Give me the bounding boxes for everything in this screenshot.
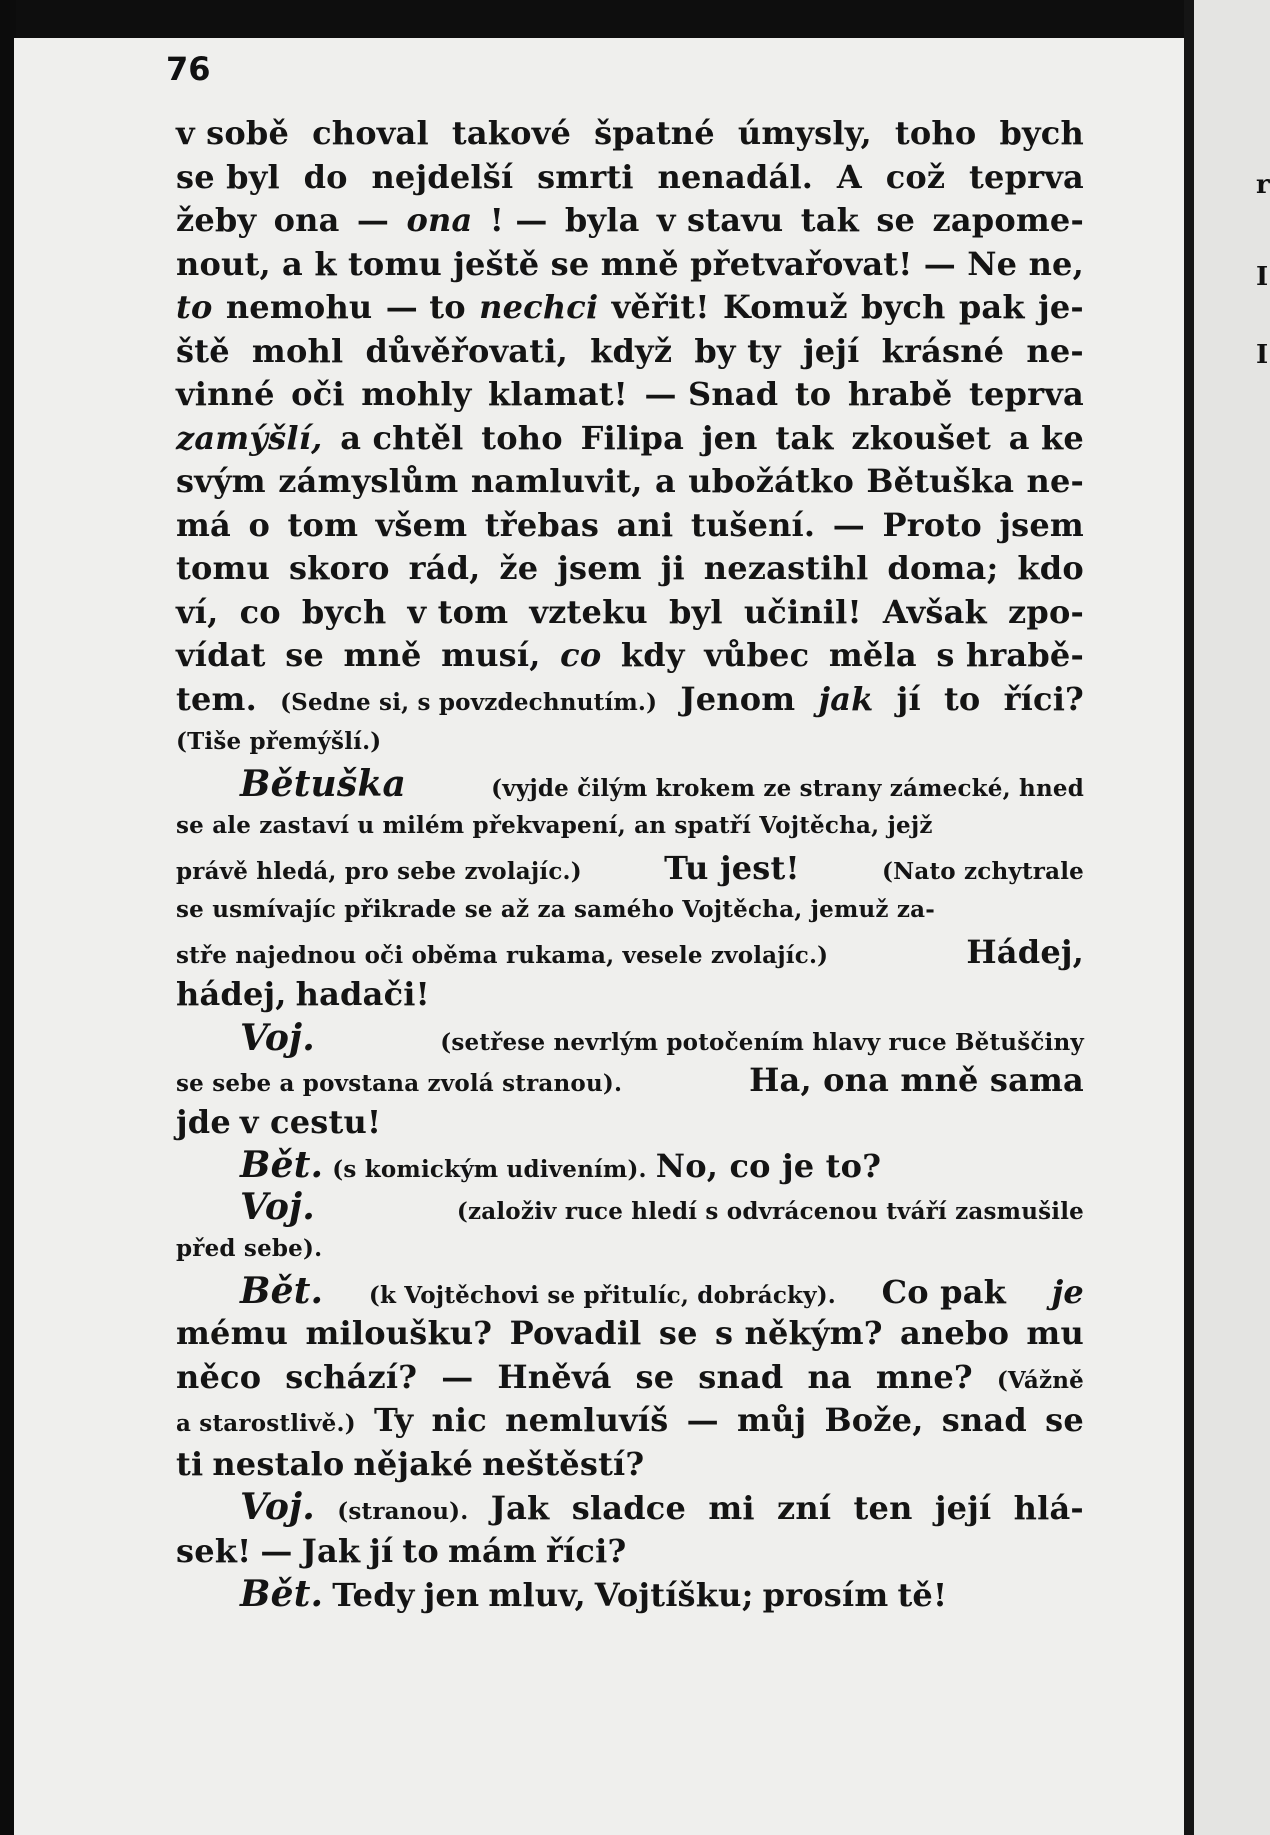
text-word: hrabě <box>847 375 953 413</box>
text-line <box>176 1530 1084 1574</box>
text-word: ani <box>616 505 674 544</box>
text-word: v sobě <box>176 114 290 152</box>
text-word: říci? <box>546 1531 627 1570</box>
next-page-glyph: I <box>1256 262 1269 292</box>
text-word: mně <box>343 636 422 674</box>
text-word: by ty <box>694 331 781 370</box>
text-word: učinil! <box>743 592 862 631</box>
text-word: a chtěl <box>340 418 464 457</box>
text-word: se <box>658 1314 698 1352</box>
text-line <box>176 1101 1084 1145</box>
text-word: (setřese nevrlým potočením hlavy ruce Bětuščiny <box>440 1028 1084 1056</box>
text-word: — <box>260 1531 293 1570</box>
text-word: mohl <box>251 331 344 370</box>
text-word: nic <box>431 1401 487 1439</box>
text-word: se <box>1045 1401 1084 1439</box>
text-line <box>176 286 1084 330</box>
text-word: a k <box>282 244 337 283</box>
text-word: v cestu! <box>239 1102 382 1141</box>
text-word: — <box>441 1357 474 1396</box>
text-word: Ha, ona mně sama <box>749 1060 1084 1099</box>
text-word: — <box>832 505 865 544</box>
text-word: smrti <box>537 157 634 196</box>
text-word: (vyjde čilým krokem ze strany zámecké, hned <box>491 775 1084 802</box>
text-word: důvěřovati, <box>365 331 568 370</box>
text-word: vinné <box>176 375 275 413</box>
text-word: zní <box>777 1489 832 1527</box>
text-line <box>176 330 1084 374</box>
text-word: se <box>285 636 324 674</box>
text-word: co <box>239 592 281 631</box>
text-word: mne? <box>875 1357 973 1396</box>
text-word: mi <box>708 1489 755 1527</box>
text-word: se byl <box>176 157 280 196</box>
text-word: ne- <box>1026 331 1084 370</box>
text-word: snad <box>941 1401 1027 1439</box>
text-word: zámyslům <box>278 462 459 500</box>
text-word: Vojtíšku; <box>594 1576 754 1614</box>
text-word: takové <box>451 114 572 152</box>
speaker-name: Voj. <box>240 1016 315 1059</box>
text-word: nějaké <box>353 1444 474 1483</box>
text-word: Tu jest! <box>664 849 800 887</box>
text-word: vzteku <box>529 592 648 631</box>
text-word: namluvit, <box>470 462 643 500</box>
text-word: svým <box>176 462 266 500</box>
text-line <box>176 1017 1084 1059</box>
text-word: (Nato zchytrale <box>882 858 1084 885</box>
text-word: ji <box>660 549 685 587</box>
text-word: v stavu <box>656 201 784 239</box>
text-word: — <box>686 1401 719 1439</box>
text-word: tomu <box>347 244 443 283</box>
text-word: což <box>885 157 946 196</box>
text-word: jí <box>896 679 921 718</box>
text-word: že <box>499 549 539 587</box>
text-word: sladce <box>571 1489 687 1527</box>
text-word: hádej, <box>176 975 287 1013</box>
text-line <box>176 547 1084 591</box>
text-word: Filipa <box>580 418 685 457</box>
scan-border-top <box>0 0 1270 42</box>
text-word: mám <box>447 1531 537 1570</box>
text-word: Hněvá <box>497 1357 612 1396</box>
text-word: bych <box>999 114 1084 152</box>
text-word: něco <box>176 1357 262 1396</box>
text-word: (Vážně <box>996 1366 1084 1394</box>
speaker-name: Bět. <box>240 1573 324 1615</box>
text-word: Ne ne, <box>967 244 1084 283</box>
text-word: nenadál. <box>657 157 814 196</box>
text-line <box>176 1356 1084 1400</box>
text-word: Komuž <box>722 288 848 326</box>
text-word: krásné <box>881 331 1005 370</box>
text-line <box>176 460 1084 504</box>
text-line <box>176 243 1084 287</box>
text-word: přetvařovat! <box>690 244 913 283</box>
text-line <box>176 199 1084 243</box>
text-word: to <box>794 375 832 413</box>
text-word: nestalo <box>212 1444 345 1483</box>
text-word: toho <box>481 418 563 457</box>
text-line <box>176 1059 1084 1101</box>
text-word: Proto <box>882 505 982 544</box>
text-word: tem. <box>176 679 257 718</box>
text-word: nejdelší <box>371 157 514 196</box>
text-word: (k Vojtěchovi se přitulíc, dobrácky). <box>368 1282 837 1309</box>
text-word: mému <box>176 1314 289 1352</box>
text-word: Bože, <box>824 1401 924 1439</box>
text-word: její <box>803 331 860 370</box>
text-word: vůbec <box>704 636 810 674</box>
text-word: nechci <box>479 288 599 326</box>
text-line <box>176 417 1084 461</box>
text-word: doma; <box>887 549 999 587</box>
text-line <box>176 721 1084 763</box>
text-word: všem <box>375 505 468 544</box>
text-word: má <box>176 505 231 544</box>
text-word: jen <box>423 1576 480 1614</box>
text-line <box>176 889 1084 931</box>
text-word: špatné <box>594 114 715 152</box>
text-word: jsem <box>999 505 1084 544</box>
text-word: když <box>590 331 673 370</box>
text-line <box>176 763 1084 805</box>
text-word: jen <box>701 418 758 457</box>
text-word: to <box>402 1531 439 1570</box>
text-word: mu <box>1026 1314 1084 1352</box>
text-word: tak <box>775 418 834 457</box>
text-word: se usmívajíc přikrade se až za samého Vojtěcha, jemuž za- <box>176 896 936 923</box>
text-word: nemohu <box>225 288 373 326</box>
text-word: oči <box>291 375 345 413</box>
text-word: se <box>635 1357 675 1396</box>
speaker-name: Voj. <box>240 1186 315 1228</box>
text-word: je <box>1051 1273 1084 1311</box>
text-word: mluv, <box>488 1576 586 1614</box>
text-word: prosím <box>762 1576 889 1614</box>
next-page-edge <box>1194 0 1270 1835</box>
text-word: Jak <box>490 1489 550 1527</box>
text-word: teprva <box>969 375 1084 413</box>
text-word: ti <box>176 1444 204 1483</box>
text-word: Povadil <box>509 1314 642 1352</box>
text-word: stře najednou oči oběma rukama, vesele zvolajíc.) <box>176 942 829 969</box>
text-line <box>176 1486 1084 1530</box>
text-word: jde <box>176 1102 231 1141</box>
text-word: jsem <box>557 549 642 587</box>
text-word: zkoušet <box>851 418 991 457</box>
page-number: 76 <box>166 50 211 88</box>
text-word: ví, <box>176 592 219 631</box>
book-spine <box>1184 0 1194 1835</box>
text-word: (s komickým udivením). <box>332 1156 647 1183</box>
text-word: tak <box>800 201 860 239</box>
text-word: Co pak <box>881 1273 1007 1311</box>
text-word: ne- <box>1026 462 1084 500</box>
text-word: pak <box>958 288 1025 326</box>
next-page-glyph: I <box>1256 340 1269 370</box>
text-word: ona <box>273 201 340 239</box>
text-word: zpo- <box>1008 592 1084 631</box>
text-word: hlá- <box>1013 1489 1084 1527</box>
text-word: tušení. <box>690 505 816 544</box>
text-word: její <box>934 1489 992 1527</box>
text-line <box>176 847 1084 889</box>
text-word: se mně <box>550 244 679 283</box>
text-word: — <box>356 201 390 239</box>
text-word: hadači! <box>295 975 430 1013</box>
text-line <box>176 1270 1084 1312</box>
text-word: — <box>923 244 956 283</box>
text-word: bych <box>301 592 387 631</box>
text-line <box>176 805 1084 847</box>
speaker-name: Bět. <box>240 1270 324 1312</box>
text-word: Hádej, <box>966 933 1084 971</box>
text-word: je- <box>1038 288 1084 326</box>
text-word: věřit! <box>611 288 710 326</box>
text-word: byl <box>669 592 723 631</box>
text-word: kdo <box>1017 549 1084 587</box>
text-word: o <box>248 505 271 544</box>
text-word: ště <box>176 331 230 370</box>
text-line <box>176 1186 1084 1228</box>
text-word: (založiv ruce hledí s odvrácenou tváří zasmušile <box>456 1198 1084 1225</box>
text-word: a ke <box>1008 418 1084 457</box>
text-line <box>176 973 1084 1017</box>
text-line <box>176 591 1084 635</box>
text-word: (stranou). <box>337 1498 469 1525</box>
text-word: zapome- <box>932 201 1084 239</box>
text-line <box>176 1443 1084 1487</box>
text-line <box>176 931 1084 973</box>
text-word: a <box>654 462 676 500</box>
text-word: schází? <box>285 1357 418 1396</box>
text-word: nemluvíš <box>505 1401 669 1439</box>
text-word: ubožátko <box>688 462 855 500</box>
text-line <box>176 373 1084 417</box>
text-word: No, co je to? <box>655 1147 882 1185</box>
text-word: říci? <box>1003 679 1084 718</box>
text-word: to <box>943 679 981 718</box>
text-word: vídat <box>176 636 266 674</box>
text-word: rád, <box>408 549 481 587</box>
text-word: toho <box>894 114 977 152</box>
speaker-name: Voj. <box>240 1486 315 1528</box>
text-word: choval <box>312 114 429 152</box>
text-word: a starostlivě.) <box>176 1410 356 1437</box>
text-word: žeby <box>176 201 257 239</box>
speaker-name: Bětuška <box>240 763 407 805</box>
text-word: se <box>876 201 916 239</box>
text-word: kdy <box>620 636 685 674</box>
text-word: s hrabě- <box>936 636 1084 674</box>
text-word: třebas <box>484 505 600 544</box>
text-word: teprva <box>969 157 1084 196</box>
text-word: do <box>303 157 348 196</box>
text-line <box>176 1312 1084 1356</box>
text-word: neštěstí? <box>482 1444 645 1483</box>
text-word: jak <box>818 679 874 718</box>
text-line <box>176 504 1084 548</box>
speaker-name: Bět. <box>240 1144 324 1186</box>
text-word: v tom <box>407 592 509 631</box>
text-word: mohly <box>361 375 472 413</box>
text-line <box>176 1573 1084 1617</box>
text-line <box>176 678 1084 722</box>
text-word: to <box>176 288 213 326</box>
text-word: A <box>836 157 862 196</box>
text-line <box>176 1228 1084 1270</box>
text-word: můj <box>737 1401 807 1439</box>
next-page-glyph: r <box>1256 170 1270 200</box>
text-word: — to <box>385 288 466 326</box>
text-word: úmysly, <box>737 114 872 152</box>
text-word: před sebe). <box>176 1235 323 1262</box>
text-word: miloušku? <box>305 1314 493 1352</box>
text-word: (Sedne si, s povzdechnutím.) <box>280 688 658 716</box>
text-word: Ty <box>373 1401 414 1439</box>
text-word: Tedy <box>332 1576 415 1614</box>
text-word: (Tiše přemýšlí.) <box>176 728 382 755</box>
text-word: se sebe a povstana zvolá stranou). <box>176 1069 623 1097</box>
text-word: ten <box>853 1489 913 1527</box>
text-word: Jak <box>301 1531 361 1570</box>
text-word: s někým? <box>714 1314 883 1352</box>
text-word: snad <box>698 1357 784 1396</box>
text-word: — Snad <box>644 375 779 413</box>
text-word: musí, <box>441 636 541 674</box>
text-word: tom <box>287 505 359 544</box>
text-line <box>176 1399 1084 1443</box>
text-word: zamýšlí, <box>176 418 323 457</box>
text-word: jí <box>369 1531 394 1570</box>
text-word: Jenom <box>680 679 796 718</box>
text-line <box>176 634 1084 678</box>
text-line <box>176 156 1084 200</box>
text-word: na <box>807 1357 852 1396</box>
text-word: právě hledá, pro sebe zvolajíc.) <box>176 858 582 885</box>
text-word: ! — <box>489 201 548 239</box>
text-word: byla <box>564 201 640 239</box>
text-word: ona <box>406 201 473 239</box>
body-text <box>176 112 1084 1617</box>
text-word: ještě <box>453 244 540 283</box>
text-line <box>176 1144 1084 1186</box>
text-word: bych <box>861 288 946 326</box>
text-word: nezastihl <box>703 549 869 587</box>
text-word: Bětuška <box>866 462 1015 500</box>
text-word: tomu <box>176 549 271 587</box>
text-word: sek! <box>176 1531 252 1570</box>
text-word: Avšak <box>882 592 987 631</box>
text-word: klamat! <box>488 375 628 413</box>
text-word: nout, <box>176 244 271 283</box>
text-word: skoro <box>288 549 390 587</box>
text-word: se ale zastaví u milém překvapení, an spatří Vojtěcha, jejž <box>176 812 933 839</box>
text-word: tě! <box>897 1576 948 1614</box>
text-word: anebo <box>900 1314 1010 1352</box>
text-word: měla <box>828 636 917 674</box>
text-line <box>176 112 1084 156</box>
text-word: co <box>560 636 602 674</box>
